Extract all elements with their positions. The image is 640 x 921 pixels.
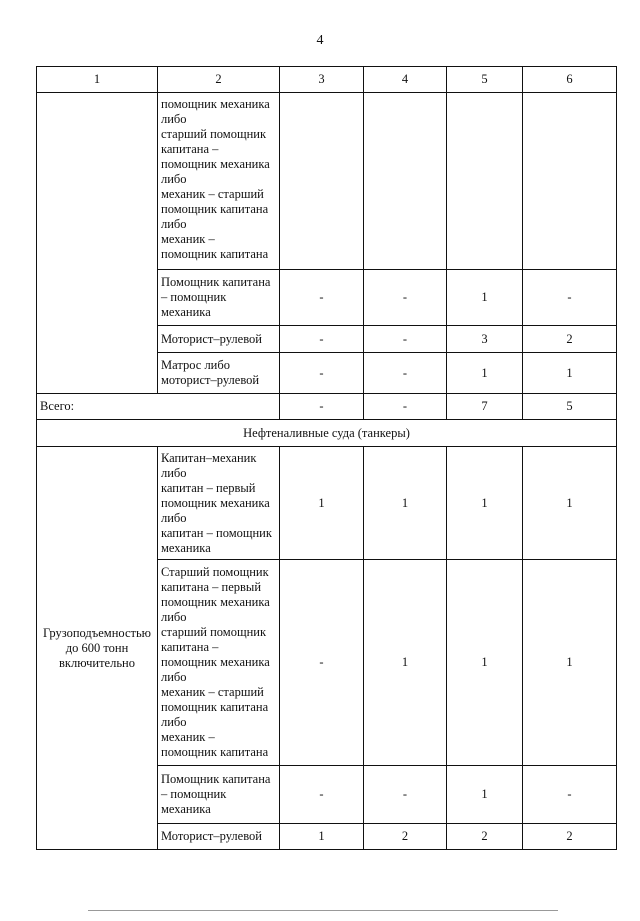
value-cell: -: [280, 766, 364, 824]
value-cell: -: [364, 766, 447, 824]
value-cell: [280, 93, 364, 270]
position-cell: Помощник капитана – помощник механика: [158, 766, 280, 824]
position-cell: Моторист–рулевой: [158, 326, 280, 353]
value-cell: -: [280, 353, 364, 394]
value-cell: 1: [523, 353, 617, 394]
header-row: [37, 67, 617, 93]
value-cell: 1: [364, 560, 447, 766]
position-cell: помощник механика либо старший помощник капитана – помощник механика либо механик – старший помощник капитана либо механик – помощник капитана: [158, 93, 280, 270]
total-value: -: [280, 394, 364, 420]
position-cell: Помощник капитана – помощник механика: [158, 270, 280, 326]
value-cell: 1: [447, 766, 523, 824]
value-cell: 2: [523, 326, 617, 353]
header-col-6: 6: [523, 67, 617, 93]
header-col-2: 2: [158, 67, 280, 93]
value-cell: -: [364, 353, 447, 394]
total-value: 7: [447, 394, 523, 420]
header-col-1: 1: [37, 67, 158, 93]
value-cell: 1: [523, 447, 617, 560]
value-cell: 1: [447, 447, 523, 560]
total-value: 5: [523, 394, 617, 420]
value-cell: -: [523, 766, 617, 824]
value-cell: 1: [280, 447, 364, 560]
value-cell: -: [280, 326, 364, 353]
value-cell: 1: [523, 560, 617, 766]
value-cell: 1: [447, 270, 523, 326]
vessel-cell-empty: [37, 93, 158, 394]
value-cell: 1: [447, 353, 523, 394]
total-row: [37, 394, 617, 420]
header-col-5: 5: [447, 67, 523, 93]
value-cell: 1: [280, 824, 364, 850]
value-cell: 3: [447, 326, 523, 353]
page-number: 4: [316, 33, 324, 48]
section-title: Нефтеналивные суда (танкеры): [37, 420, 617, 447]
value-cell: -: [364, 326, 447, 353]
value-cell: 2: [447, 824, 523, 850]
position-cell: Моторист–рулевой: [158, 824, 280, 850]
value-cell: -: [523, 270, 617, 326]
value-cell: 2: [523, 824, 617, 850]
value-cell: 2: [364, 824, 447, 850]
value-cell: -: [280, 270, 364, 326]
total-label: Всего:: [37, 394, 280, 420]
value-cell: [447, 93, 523, 270]
header-col-4: 4: [364, 67, 447, 93]
value-cell: [364, 93, 447, 270]
section-row: [37, 420, 617, 447]
value-cell: 1: [364, 447, 447, 560]
value-cell: -: [364, 270, 447, 326]
scan-edge-line: [88, 910, 558, 911]
value-cell: 1: [447, 560, 523, 766]
table-row: [37, 93, 617, 270]
position-cell: Капитан–механик либо капитан – первый помощник механика либо капитан – помощник механика: [158, 447, 280, 560]
vessel-category-cell: Грузоподъемностью до 600 тонн включительно: [37, 447, 158, 850]
table-row: [37, 447, 617, 560]
value-cell: -: [280, 560, 364, 766]
position-cell: Старший помощник капитана – первый помощник механика либо старший помощник капитана – помощник механика либо механик – старший помощник капитана либо механик – помощник капитана: [158, 560, 280, 766]
crew-table: [36, 66, 617, 850]
header-col-3: 3: [280, 67, 364, 93]
total-value: -: [364, 394, 447, 420]
position-cell: Матрос либо моторист–рулевой: [158, 353, 280, 394]
value-cell: [523, 93, 617, 270]
